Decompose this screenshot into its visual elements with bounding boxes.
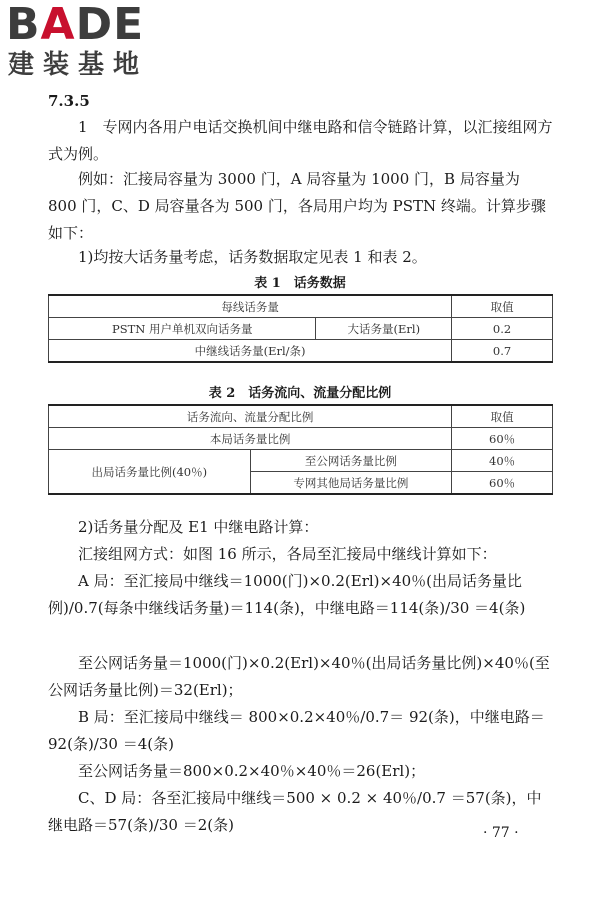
table-2-cell-value: 40％ [452, 450, 553, 472]
paragraph-example: 例如：汇接局容量为 3000 门，A 局容量为 1000 门，B 局容量为 800 门，C、D 局容量各为 500 门，各局用户均为 PSTN 终端。计算步骤如下： [48, 170, 546, 242]
paragraph-step-2: 2)话务量分配及 E1 中继电路计算： [78, 518, 319, 536]
table-1-header-value: 取值 [452, 295, 553, 318]
bade-logo [6, 2, 186, 86]
table-2-header-value: 取值 [452, 405, 553, 428]
table-1-cell-pstn: PSTN 用户单机双向话务量 [49, 318, 316, 340]
table-2-cell-value: 60％ [452, 472, 553, 495]
paragraph-step-1: 1)均按大话务量考虑，话务数据取定见表 1 和表 2。 [78, 248, 427, 266]
paragraph-office-b-public: 至公网话务量＝800×0.2×40％×40％＝26(Erl)； [78, 762, 426, 780]
table-2-cell-to-private: 专网其他局话务量比例 [250, 472, 452, 495]
table-2-header-flow: 话务流向、流量分配比例 [49, 405, 452, 428]
table-1-caption: 表 1 话务数据 [254, 276, 346, 291]
table-1-cell-value: 0.7 [452, 340, 553, 363]
section-number: 7.3.5 [48, 92, 90, 110]
page-number: · 77 · [483, 825, 519, 841]
paragraph-office-cd: C、D 局：各至汇接局中继线＝500 × 0.2 × 40％/0.7 ＝57(条)，中继电路＝57(条)/30 ＝2(条) [48, 789, 542, 834]
table-2-cell-outgoing: 出局话务量比例(40％) [49, 450, 251, 495]
paragraph-office-a-public: 至公网话务量＝1000(门)×0.2(Erl)×40％(出局话务量比例)×40％(至公网话务量比例)＝32(Erl)； [48, 654, 550, 699]
table-1-cell-trunk: 中继线话务量(Erl/条) [49, 340, 452, 363]
paragraph-office-a: A 局：至汇接局中继线＝1000(门)×0.2(Erl)×40％(出局话务量比例)/0.7(每条中继线话务量)＝114(条)，中继电路＝114(条)/30 ＝4(条) [48, 572, 526, 617]
logo-brand: BADE [6, 0, 145, 50]
table-1 [48, 294, 553, 363]
table-2 [48, 404, 553, 495]
table-1-header-traffic: 每线话务量 [49, 295, 452, 318]
table-2-cell-local: 本局话务量比例 [49, 428, 452, 450]
table-2-caption: 表 2 话务流向、流量分配比例 [208, 386, 392, 401]
table-2-cell-to-public: 至公网话务量比例 [250, 450, 452, 472]
paragraph-office-b: B 局：至汇接局中继线＝ 800×0.2×40％/0.7＝ 92(条)，中继电路＝92(条)/30 ＝4(条) [48, 708, 545, 753]
logo-subtitle: 建装基地 [8, 50, 149, 80]
table-1-cell-high-traffic: 大话务量(Erl) [316, 318, 452, 340]
table-1-cell-value: 0.2 [452, 318, 553, 340]
paragraph-intro: 1 专网内各用户电话交换机间中继电路和信令链路计算，以汇接组网方式为例。 [48, 118, 553, 163]
table-2-cell-value: 60％ [452, 428, 553, 450]
paragraph-network-mode: 汇接组网方式：如图 16 所示，各局至汇接局中继线计算如下： [78, 545, 497, 563]
